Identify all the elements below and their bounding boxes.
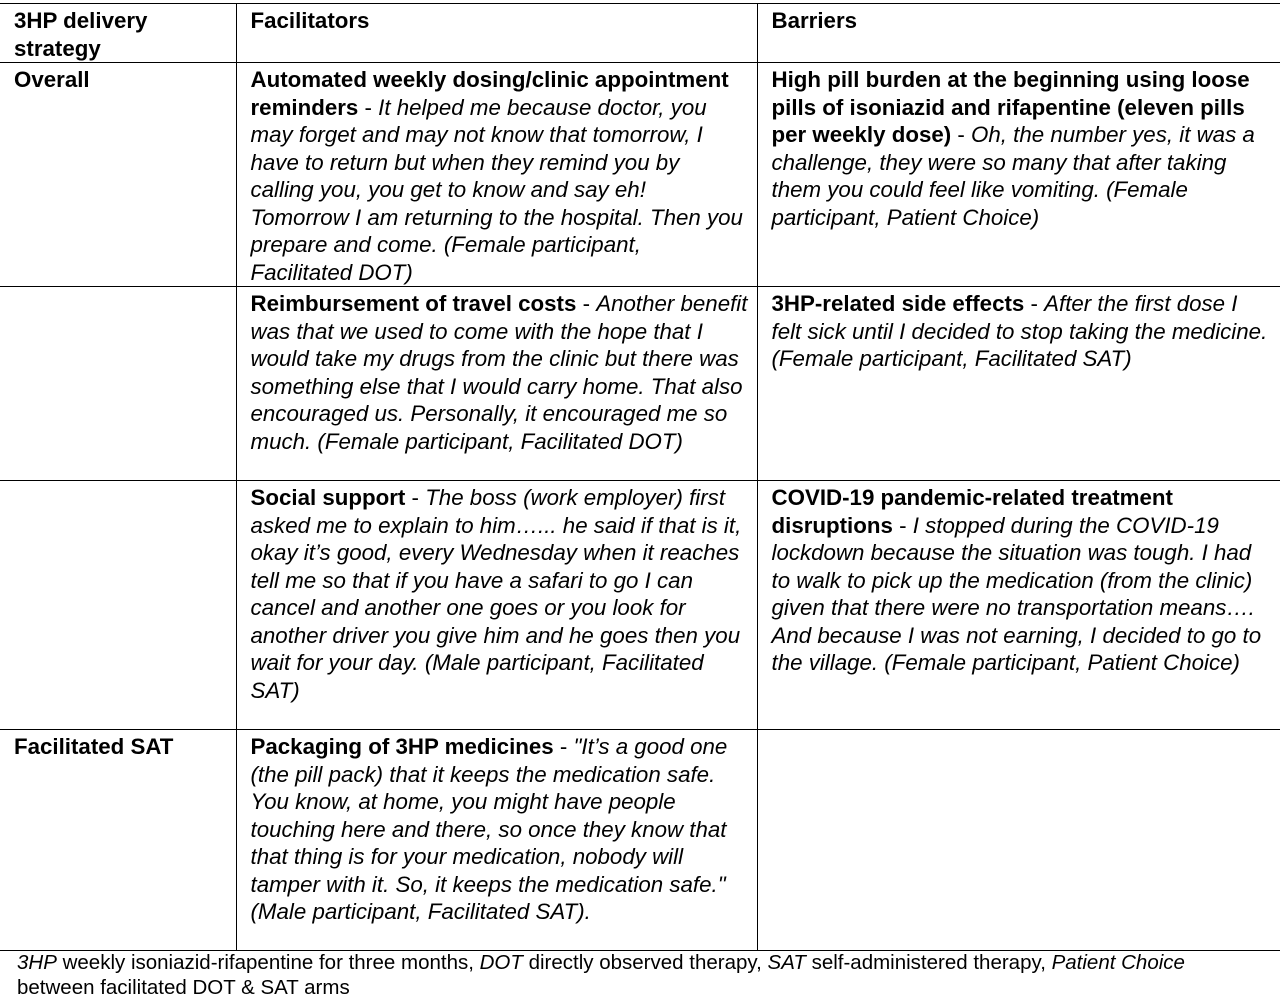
barrier-quote: I stopped during the COVID-19 lockdown because the situation was tough. I had to walk to pick up the medication (from the clinic) given that there were no transportation means…. And because I was not earning, I decided to go to the village. (Female participant, Patient Choice) <box>771 512 1262 675</box>
header-strategy: 3HP delivery strategy <box>0 4 236 63</box>
barrier-title: 3HP-related side effects <box>771 291 1025 316</box>
barrier-cell <box>757 730 1280 951</box>
barrier-title: High pill burden at the beginning using loose pills of isoniazid and rifapentine (eleven pills per weekly dose) <box>771 67 1250 147</box>
strategy-cell <box>0 481 236 730</box>
separator: - <box>576 291 597 316</box>
facilitator-cell <box>236 287 757 481</box>
separator: - <box>553 734 574 759</box>
barrier-cell <box>757 63 1280 287</box>
facilitator-quote: It helped me because doctor, you may forget and may not know that tomorrow, I have to return but when they remind you by calling you, you get to know and say eh! Tomorrow I am returning to the hospital. Then you prepare and come. (Female participant, Facilitated DOT) <box>250 94 743 285</box>
barrier-title: COVID-19 pandemic-related treatment disruptions <box>771 485 1173 538</box>
facilitators-barriers-table <box>0 3 1280 951</box>
table-footnote <box>17 950 1267 1000</box>
facilitator-cell <box>236 481 757 730</box>
barrier-quote: After the first dose I felt sick until I decided to stop taking the medicine. (Female participant, Facilitated SAT) <box>771 291 1268 371</box>
footnote-abbr-3hp: 3HP <box>17 951 57 974</box>
barrier-cell <box>757 287 1280 481</box>
facilitator-quote: The boss (work employer) first asked me to explain to him…... he said if that is it, okay it’s good, every Wednesday when it reaches tell me so that if you have a safari to go I can cancel and another one goes or you look for another driver you give him and he goes then you wait for your day. (Male participant, Facilitated SAT) <box>250 485 742 703</box>
footnote-abbr-dot: DOT <box>479 951 523 974</box>
separator: - <box>1024 291 1045 316</box>
facilitator-title: Packaging of 3HP medicines <box>250 734 554 759</box>
separator: - <box>405 485 426 510</box>
separator: - <box>951 122 972 147</box>
footnote-abbr-sat: SAT <box>767 951 806 974</box>
facilitator-title: Reimbursement of travel costs <box>250 291 577 316</box>
facilitator-quote: "It’s a good one (the pill pack) that it keeps the medication safe. You know, at home, you might have people touching here and there, so once they know that that thing is for your medication, nobody will tamper with it. So, it keeps the medication safe." (Male participant, Facilitated SAT). <box>250 734 728 924</box>
facilitator-title: Social support <box>250 485 406 510</box>
table-row <box>0 63 1280 287</box>
separator: - <box>358 94 379 120</box>
header-barriers: Barriers <box>757 4 1280 63</box>
facilitator-cell <box>236 63 757 287</box>
table-header-row <box>0 4 1280 63</box>
strategy-cell: Overall <box>0 63 236 287</box>
facilitator-cell <box>236 730 757 951</box>
footnote-abbr-patient-choice: Patient Choice <box>1051 951 1185 974</box>
facilitator-title: Automated weekly dosing/clinic appointment reminders <box>250 67 729 120</box>
table-row <box>0 730 1280 951</box>
footnote-def-3hp: weekly isoniazid-rifapentine for three months, <box>56 951 480 974</box>
header-facilitators: Facilitators <box>236 4 757 63</box>
footnote-def-sat: self-administered therapy, <box>805 951 1052 974</box>
table-row <box>0 481 1280 730</box>
footnote-def-patient-choice: between facilitated DOT & SAT arms <box>17 976 350 999</box>
facilitator-quote: Another benefit was that we used to come with the hope that I would take my drugs from the clinic but there was something else that I would carry home. That also encouraged us. Personally, it encouraged me so much. (Female participant, Facilitated DOT) <box>250 291 748 454</box>
footnote-def-dot: directly observed therapy, <box>522 951 768 974</box>
separator: - <box>892 512 913 538</box>
barrier-cell <box>757 481 1280 730</box>
barrier-quote: Oh, the number yes, it was a challenge, they were so many that after taking them you could feel like vomiting. (Female participant, Patient Choice) <box>771 122 1255 230</box>
strategy-cell <box>0 287 236 481</box>
table-row <box>0 287 1280 481</box>
strategy-cell: Facilitated SAT <box>0 730 236 951</box>
